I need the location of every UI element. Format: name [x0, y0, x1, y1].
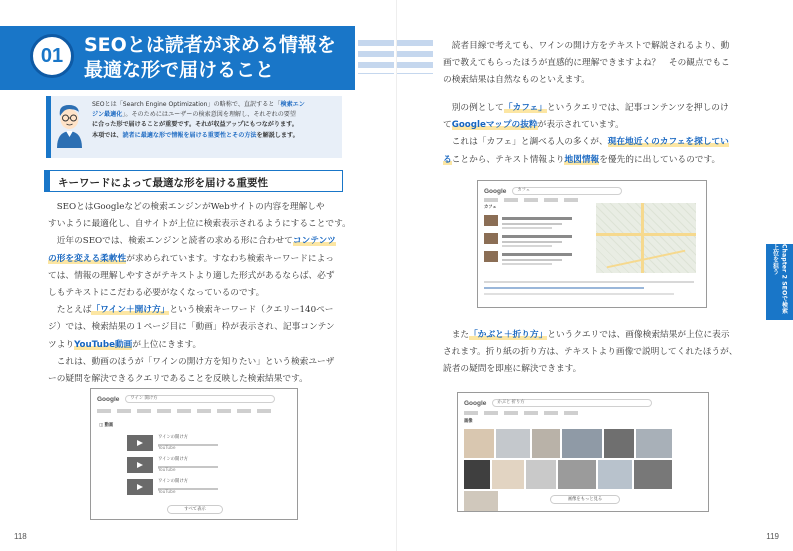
video-thumbnail [127, 457, 153, 473]
cafe-result [484, 251, 572, 265]
intro-highlight-2: ジン最適化 [92, 111, 123, 119]
result-link-line [484, 287, 644, 289]
search-tabs [97, 409, 277, 413]
search-input: かぶと 折り方 [492, 399, 652, 407]
search-tabs [464, 411, 584, 415]
image-result [558, 460, 596, 489]
intro-text [92, 100, 338, 141]
image-result [562, 429, 602, 458]
section-heading [44, 170, 343, 192]
search-bar-row [97, 394, 275, 404]
body-line: しもテキストにこだわる必要がなくなっているのです。 [48, 288, 265, 299]
image-result [464, 491, 498, 512]
cafe-search-screenshot [477, 180, 707, 308]
search-tabs [484, 198, 584, 202]
google-logo: Google [464, 399, 487, 407]
more-images-button: 画像をもっと見る [550, 495, 620, 504]
page-number-left: 118 [14, 532, 27, 541]
intro-highlight-1: 検索エン [280, 101, 305, 108]
image-result [526, 460, 556, 489]
body-line: の検索結果は自然なものといえます。 [443, 75, 590, 86]
body-line: てGoogleマップの抜粋が表示されています。 [443, 120, 624, 131]
chapter-side-tab [766, 244, 793, 320]
image-section-label: 画像 [464, 419, 473, 424]
google-logo: Google [484, 187, 507, 195]
chapter-number: 01 [30, 34, 74, 78]
body-line: 画で教えてもらったほうが直感的に理解できますよね？ その観点でもこ [443, 58, 730, 69]
image-result [636, 429, 672, 458]
cafe-thumbnail [484, 215, 498, 226]
wine-search-screenshot [90, 388, 298, 520]
search-input: ワイン 開け方 [125, 395, 275, 403]
intro-line4-end: を解説します。 [256, 131, 299, 139]
body-line: また「かぶと＋折り方」というクエリでは、画像検索結果が上位に表示 [451, 330, 730, 340]
image-result [464, 429, 494, 458]
intro-line4: 本項では、 [92, 131, 123, 139]
search-bar-row [484, 186, 622, 196]
body-line: の形を変える柔軟性が求められています。すなわち検索キーワードによっ [48, 253, 334, 264]
image-result [532, 429, 560, 458]
video-title: ワインの開け方 [158, 457, 188, 462]
cafe-thumbnail [484, 251, 498, 262]
search-input: カフェ [512, 187, 622, 195]
result-divider [484, 281, 694, 283]
cafe-thumbnail [484, 233, 498, 244]
video-thumbnail [127, 435, 153, 451]
image-results-grid [464, 429, 698, 489]
video-result [127, 479, 218, 495]
side-tab-label: Chapter 2 SEOで検索上位を狙う [771, 244, 788, 314]
right-body-text-1 [443, 38, 763, 90]
section-heading-bar [45, 171, 50, 191]
image-result [496, 429, 530, 458]
body-line: ーの疑問を解決できるクエリであることを反映した検索結果です。 [48, 374, 308, 385]
left-body-text [48, 199, 388, 388]
right-body-text-2 [443, 100, 763, 169]
header-stripes-right [397, 40, 433, 74]
body-line: すいように最適化し、自サイトが上位に検索表示されるようにすることです。 [48, 219, 351, 230]
map-snippet [596, 203, 696, 273]
video-source: YouTube [158, 467, 176, 473]
image-result [492, 460, 524, 489]
result-snippet-line [484, 293, 674, 295]
local-section-label: カフェ [484, 205, 497, 210]
body-line: されます。折り紙の折り方は、テキストより画像で説明してくれたほうが、 [443, 347, 738, 358]
cafe-result [484, 233, 572, 247]
right-page [397, 0, 793, 551]
body-line: SEOとはGoogleなどの検索エンジンがWebサイトの内容を理解しや [56, 202, 325, 212]
video-section-label: ◫ 動画 [99, 423, 114, 428]
left-page [0, 0, 396, 551]
body-line: 読者の疑問を即座に解決できます。 [443, 364, 582, 375]
body-line: ることから、テキスト情報より地図情報を優先的に出しているのです。 [443, 154, 721, 165]
video-title: ワインの開け方 [158, 435, 188, 440]
intro-line3: に合った形で届けることが重要です。それが収益アップにもつながります。 [92, 121, 298, 129]
intro-line2: 」。そのためにはユーザーの検索意図を理解し、それぞれの要望 [122, 111, 296, 119]
image-result [464, 460, 490, 489]
video-source: YouTube [158, 445, 176, 451]
body-line: これは、動画のほうが「ワインの開け方を知りたい」という検索ユーザ [56, 356, 335, 367]
body-line: ジ）では、検索結果の１ページ目に「動画」枠が表示され、記事コンテン [48, 322, 335, 333]
body-line: これは「カフェ」と調べる人の多くが、現在地近くのカフェを探してい [451, 137, 729, 148]
kabuto-search-screenshot [457, 392, 709, 512]
more-videos-button: すべて表示 [167, 505, 223, 514]
video-result [127, 457, 218, 473]
body-line: 別の例として「カフェ」というクエリでは、記事コンテンツを押しのけ [451, 103, 729, 113]
intro-line1: SEOとは「Search Engine Optimization」の略称で、直訳すると「 [92, 101, 281, 108]
chapter-title-line2: 最適な形で届けること [84, 59, 275, 81]
section-heading-text: キーワードによって最適な形を届ける重要性 [58, 177, 268, 189]
body-line: ては、情報の理解しやすさがテキストより適した形式があるならば、必ず [48, 270, 335, 281]
image-result [598, 460, 632, 489]
body-line: たとえば「ワイン＋開け方」という検索キーワード（クエリー140ペー [56, 305, 334, 316]
search-bar-row [464, 398, 652, 408]
chapter-title-line1: SEOとは読者が求める情報を [84, 34, 336, 56]
intro-highlight-3: 読者に最適な形で情報を届ける重要性とその方法 [122, 131, 257, 139]
image-result [634, 460, 672, 489]
intro-accent-bar [46, 96, 51, 158]
image-result [604, 429, 634, 458]
right-body-text-3 [443, 327, 773, 379]
body-line: 読者目線で考えても、ワインの開け方をテキストで解説されるより、動 [451, 41, 730, 51]
video-thumbnail [127, 479, 153, 495]
video-result [127, 435, 218, 451]
cafe-result [484, 215, 572, 229]
body-line: 近年のSEOでは、検索エンジンと読者の求める形に合わせてコンテンツ [56, 236, 336, 247]
chapter-title [84, 33, 346, 83]
video-source: YouTube [158, 489, 176, 495]
page-number-right: 119 [766, 532, 779, 541]
video-title: ワインの開け方 [158, 479, 188, 484]
body-line: ツよりYouTube動画が上位にきます。 [48, 339, 202, 350]
author-avatar-icon [54, 102, 84, 148]
google-logo: Google [97, 395, 120, 403]
header-stripes [358, 40, 394, 74]
